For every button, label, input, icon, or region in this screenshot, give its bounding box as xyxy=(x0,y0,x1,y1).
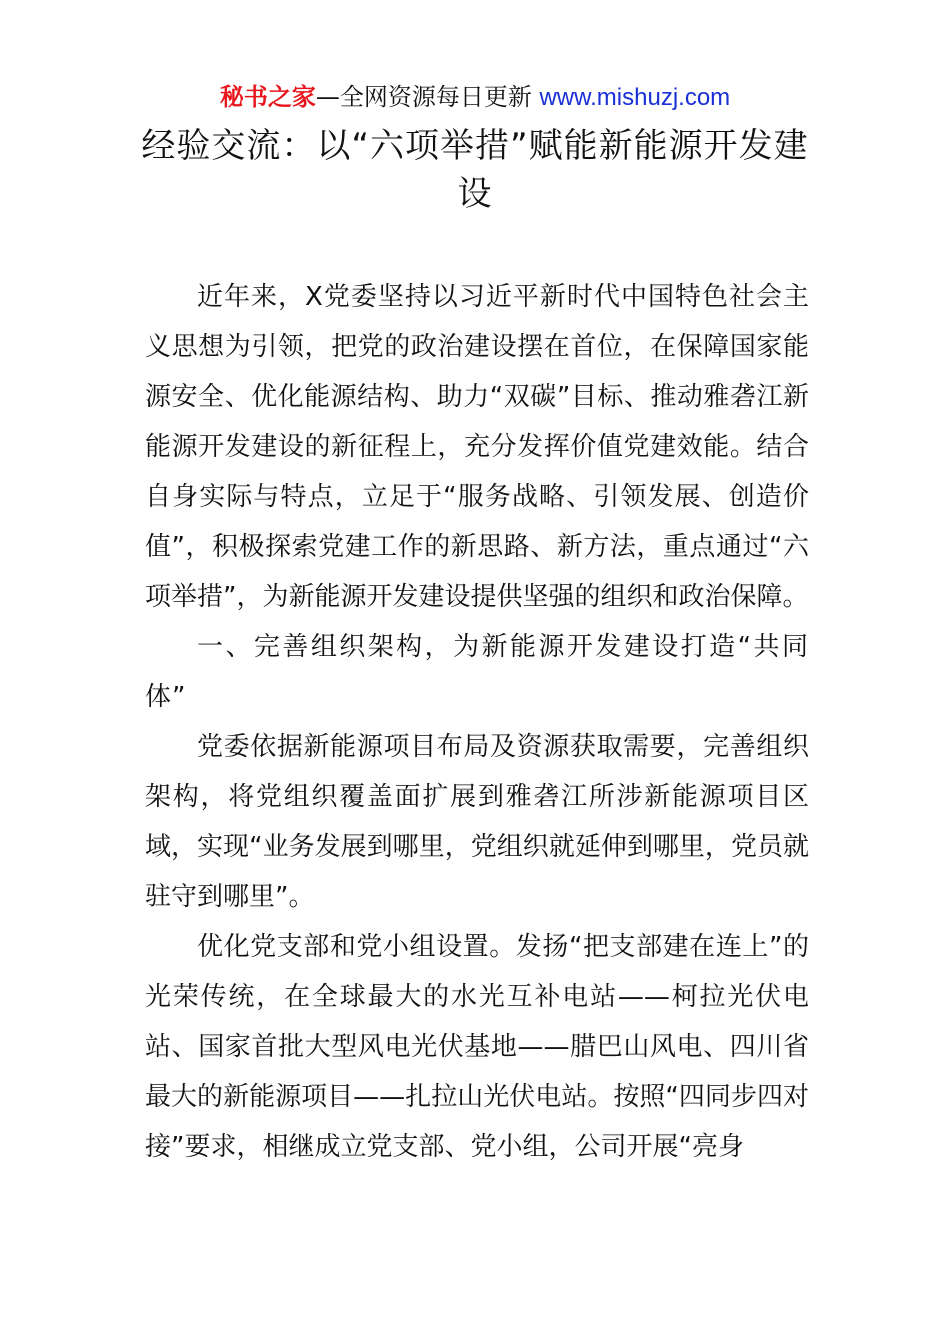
document-body xyxy=(145,272,809,1172)
paragraph-branch-setup: 优化党支部和党小组设置。发扬“把支部建在连上”的光荣传统，在全球最大的水光互补电站——柯拉光伏电站、国家首批大型风电光伏基地——腊巴山风电、四川省最大的新能源项目——扎拉山光伏电站。按照“四同步四对接”要求，相继成立党支部、党小组，公司开展“亮身 xyxy=(145,932,809,1162)
header-tagline: —全网资源每日更新 xyxy=(315,83,540,111)
section-heading-1: 一、完善组织架构，为新能源开发建设打造“共同体” xyxy=(145,632,809,712)
site-url[interactable]: www.mishuzj.com xyxy=(539,84,731,111)
site-header xyxy=(0,80,950,115)
brand-name: 秘书之家 xyxy=(219,83,316,111)
paragraph-intro: 近年来，X党委坚持以习近平新时代中国特色社会主义思想为引领，把党的政治建设摆在首位，在保障国家能源安全、优化能源结构、助力“双碳”目标、推动雅砻江新能源开发建设的新征程上，充分发挥价值党建效能。结合自身实际与特点，立足于“服务战略、引领发展、创造价值”，积极探索党建工作的新思路、新方法，重点通过“六项举措”，为新能源开发建设提供坚强的组织和政治保障。 xyxy=(145,282,809,612)
paragraph-organization: 党委依据新能源项目布局及资源获取需要，完善组织架构，将党组织覆盖面扩展到雅砻江所涉新能源项目区域，实现“业务发展到哪里，党组织就延伸到哪里，党员就驻守到哪里”。 xyxy=(145,732,809,912)
document-title: 经验交流：以“六项举措”赋能新能源开发建设 xyxy=(141,126,809,214)
